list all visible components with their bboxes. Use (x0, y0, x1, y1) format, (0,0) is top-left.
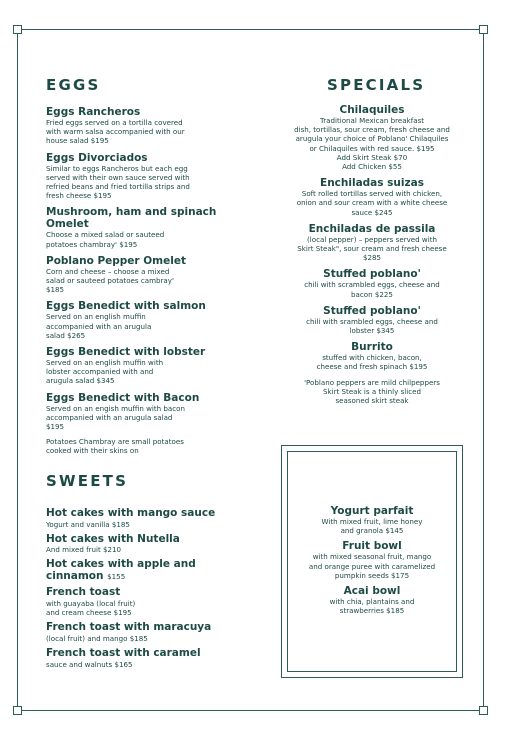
menu-item (292, 585, 452, 615)
menu-item (286, 305, 458, 335)
menu-item (46, 534, 246, 555)
item-description: Yogurt and vanilla $185 (46, 519, 130, 529)
item-name: Stuffed poblano' (323, 304, 421, 317)
item-name: French toast (46, 586, 121, 599)
menu-item (46, 559, 246, 582)
menu-item (46, 622, 246, 643)
item-name: Burrito (351, 341, 393, 354)
sweets-section (46, 508, 246, 674)
item-name: Enchiladas suizas (320, 177, 424, 190)
item-name: Hot cakes with mango sauce (46, 507, 216, 519)
item-name: Yogurt parfait (330, 505, 414, 517)
item-name: Fruit bowl (342, 540, 402, 553)
menu-item (46, 648, 246, 669)
item-description: Corn and cheese – choose a mixed salad or sauteed potatoes cambray' $185 (46, 266, 174, 295)
item-description: Similar to eggs Rancheros but each egg served with their own sauce served with refried beans and fried tortilla strips and fresh cheese $195 (46, 163, 190, 201)
eggs-heading: EGGS (46, 76, 101, 94)
item-description: with mixed seasonal fruit, mango and orange puree with caramelized pumpkin seeds $175 (308, 552, 436, 580)
menu-item (46, 152, 242, 201)
item-description: With mixed fruit, lime honey and granola $145 (321, 517, 423, 536)
menu-item (46, 106, 242, 146)
frame-corner-ornament (13, 706, 22, 715)
item-name: Eggs Benedict with lobster (46, 346, 206, 359)
menu-item (286, 177, 458, 217)
item-description: And mixed fruit $210 (46, 545, 122, 555)
item-description: Traditional Mexican breakfast dish, tortillas, sour cream, fresh cheese and arugula your choice of Poblano' Chilaquiles or Chilaquiles with red sauce. $195 Add Skirt Steak $70 Add Chicken $55 (294, 116, 450, 172)
menu-item (46, 300, 242, 340)
specials-section (286, 104, 458, 405)
item-name: Hot cakes with Nutella (46, 532, 180, 545)
item-name: Chilaquiles (339, 104, 405, 116)
item-name: French toast with caramel (46, 647, 201, 660)
item-name: Hot cakes with apple and cinnamon $155 (46, 558, 196, 582)
item-description: Fried eggs served on a tortilla covered with warm salsa accompanied with our house salad $195 (46, 118, 185, 146)
frame-corner-ornament (13, 25, 22, 34)
item-name: Eggs Benedict with salmon (46, 300, 206, 313)
menu-item (286, 223, 458, 263)
menu-item (286, 268, 458, 298)
item-name: Mushroom, ham and spinach Omelet (46, 206, 217, 231)
item-description: chili with srambled eggs, cheese and lobster $345 (306, 316, 438, 336)
specials-heading: SPECIALS (327, 76, 426, 94)
sweets-heading: SWEETS (46, 472, 129, 490)
item-description: chili with scrambled eggs, cheese and bacon $225 (304, 280, 440, 299)
featured-box (292, 505, 452, 620)
item-description: Served on an engish muffin with bacon accompanied with an arugula salad $195 (46, 403, 185, 432)
specials-note: 'Poblano peppers are mild chilpeppers Skirt Steak is a thinly sliced seasoned skirt steak (304, 377, 440, 406)
frame-corner-ornament (479, 25, 488, 34)
menu-item (292, 540, 452, 580)
item-description: Choose a mixed salad or sauteed potatoes chambray' $195 (46, 230, 165, 249)
menu-item (46, 508, 246, 529)
menu-item (46, 587, 246, 617)
item-description: (local pepper) – peppers served with Skirt Steak", sour cream and fresh cheese $285 (297, 234, 447, 263)
menu-item (46, 255, 242, 295)
menu-item (286, 104, 458, 171)
item-name: Eggs Divorciados (46, 151, 148, 164)
item-name: Poblano Pepper Omelet (46, 254, 186, 267)
item-price: $155 (107, 571, 126, 581)
item-description: with guayaba (local fruit) and cream cheese $195 (46, 598, 136, 618)
item-name: French toast with maracuya (46, 621, 212, 634)
potatoes-note: Potatoes Chambray are small potatoes cooked with their skins on (46, 437, 184, 456)
item-description: Soft rolled tortillas served with chicken, onion and sour cream with a white cheese sauce $245 (296, 189, 448, 217)
item-name: Acai bowl (343, 585, 401, 598)
item-name: Enchiladas de passila (308, 222, 436, 235)
item-description: (local fruit) and mango $185 (46, 633, 148, 643)
menu-item (46, 346, 242, 386)
item-description: stuffed with chicken, bacon, cheese and fresh spinach $195 (316, 353, 428, 372)
frame-corner-ornament (479, 706, 488, 715)
menu-item (292, 505, 452, 535)
item-name: Eggs Rancheros (46, 106, 141, 118)
item-description: Served on an english muffin accompanied with an arugula salad $265 (46, 312, 152, 340)
menu-item (46, 206, 242, 248)
menu-item (46, 392, 242, 432)
menu-item (286, 341, 458, 371)
item-description: Served on an english muffin with lobster accompanied with and arugula salad $345 (46, 358, 164, 386)
item-description: with chia, plantains and strawberries $185 (329, 597, 415, 616)
item-description: sauce and walnuts $165 (46, 659, 133, 669)
item-name: Stuffed poblano' (323, 268, 421, 281)
eggs-section (46, 106, 242, 456)
item-name: Eggs Benedict with Bacon (46, 391, 200, 404)
